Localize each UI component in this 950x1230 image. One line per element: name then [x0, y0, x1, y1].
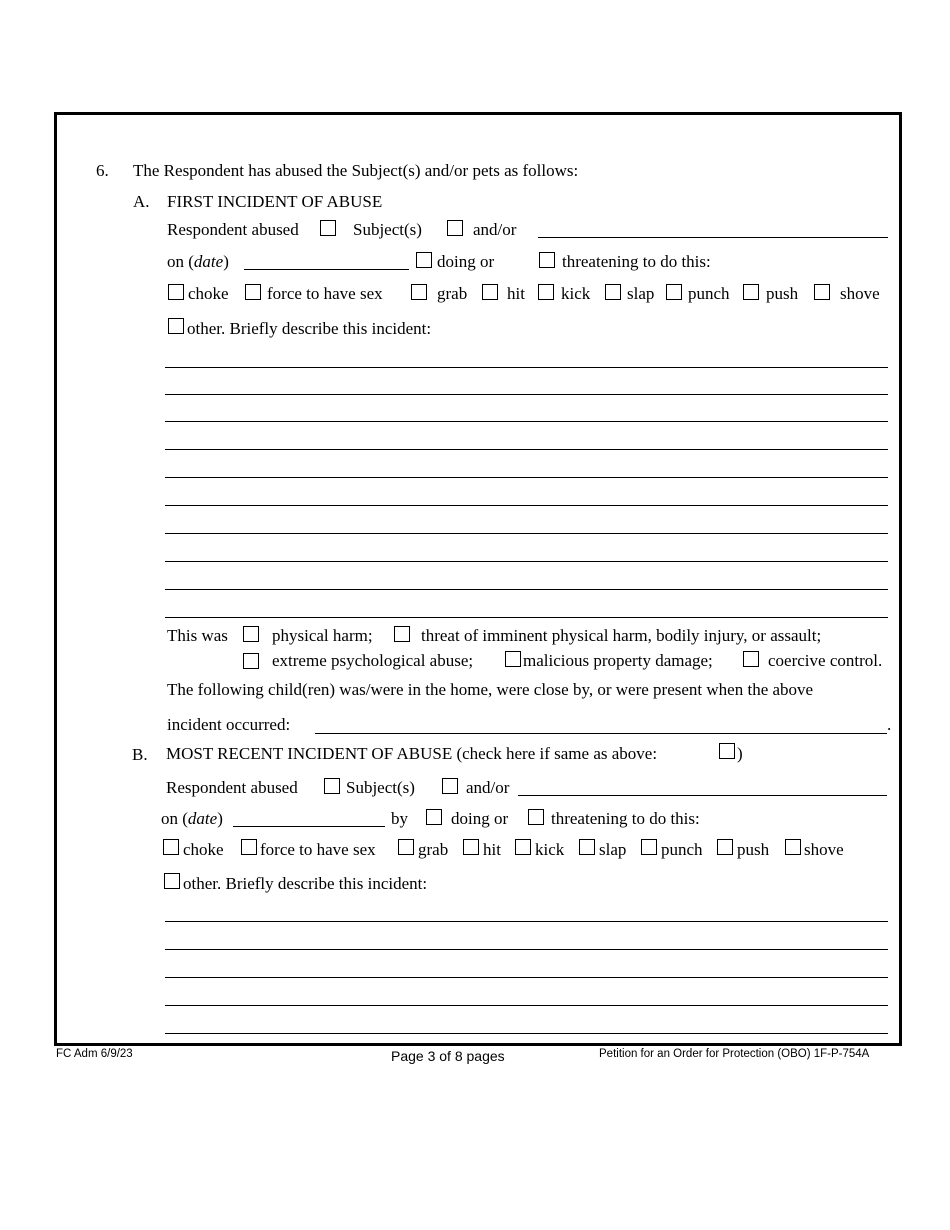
a-push-label: push [766, 284, 799, 303]
a-slap-label: slap [627, 284, 655, 303]
b-same-as-above-checkbox[interactable] [719, 743, 735, 759]
a-other-checkbox[interactable] [168, 318, 184, 334]
a-shove-label: shove [840, 284, 880, 303]
b-punch-label: punch [661, 840, 703, 859]
footer-form-date: FC Adm 6/9/23 [56, 1048, 133, 1060]
a-physical-harm-label: physical harm; [272, 626, 373, 645]
b-by-label: by [391, 809, 408, 828]
b-description-line[interactable] [165, 921, 888, 922]
b-respondent-abused-checkbox[interactable] [324, 778, 340, 794]
a-choke-checkbox[interactable] [168, 284, 184, 300]
a-description-line[interactable] [165, 367, 888, 368]
a-slap-checkbox[interactable] [605, 284, 621, 300]
b-punch-checkbox[interactable] [641, 839, 657, 855]
a-doing-checkbox[interactable] [416, 252, 432, 268]
a-property-checkbox[interactable] [505, 651, 521, 667]
b-hit-checkbox[interactable] [463, 839, 479, 855]
b-date-label: on (date) [161, 809, 223, 828]
a-grab-checkbox[interactable] [411, 284, 427, 300]
a-threatening-label: threatening to do this: [562, 252, 711, 271]
a-children-text: The following child(ren) was/were in the home, were close by, or were present when the above [167, 680, 814, 699]
b-choke-checkbox[interactable] [163, 839, 179, 855]
a-choke-label: choke [188, 284, 229, 303]
b-force-checkbox[interactable] [241, 839, 257, 855]
b-slap-checkbox[interactable] [579, 839, 595, 855]
b-and-or-label: and/or [466, 778, 510, 797]
a-date-field[interactable] [244, 269, 409, 270]
b-kick-checkbox[interactable] [515, 839, 531, 855]
a-subjects-label: Subject(s) [353, 220, 422, 239]
a-hit-label: hit [507, 284, 525, 303]
a-shove-checkbox[interactable] [814, 284, 830, 300]
section-b-letter: B. [132, 745, 148, 764]
a-incident-occurred-label: incident occurred: [167, 715, 291, 734]
a-pets-field[interactable] [538, 237, 888, 238]
a-hit-checkbox[interactable] [482, 284, 498, 300]
a-subjects-checkbox[interactable] [447, 220, 463, 236]
question-text: The Respondent has abused the Subject(s) and/or pets as follows: [133, 161, 579, 180]
b-shove-checkbox[interactable] [785, 839, 801, 855]
section-b-heading: MOST RECENT INCIDENT OF ABUSE (check here if same as above: [166, 744, 658, 763]
b-description-line[interactable] [165, 977, 888, 978]
b-grab-checkbox[interactable] [398, 839, 414, 855]
b-slap-label: slap [599, 840, 627, 859]
a-description-line[interactable] [165, 394, 888, 395]
b-doing-label: doing or [451, 809, 509, 828]
a-physical-harm-checkbox[interactable] [243, 626, 259, 642]
a-description-line[interactable] [165, 449, 888, 450]
a-description-line[interactable] [165, 505, 888, 506]
b-description-line[interactable] [165, 949, 888, 950]
a-threatening-checkbox[interactable] [539, 252, 555, 268]
b-other-checkbox[interactable] [164, 873, 180, 889]
b-force-label: force to have sex [260, 840, 376, 859]
b-hit-label: hit [483, 840, 501, 859]
a-kick-label: kick [561, 284, 591, 303]
footer-form-title: Petition for an Order for Protection (OBO) 1F-P-754A [599, 1048, 870, 1060]
b-subjects-label: Subject(s) [346, 778, 415, 797]
b-subjects-checkbox[interactable] [442, 778, 458, 794]
a-coercive-label: coercive control. [768, 651, 883, 670]
a-respondent-abused-checkbox[interactable] [320, 220, 336, 236]
a-description-line[interactable] [165, 561, 888, 562]
b-kick-label: kick [535, 840, 565, 859]
b-other-label: other. Briefly describe this incident: [183, 874, 428, 893]
a-grab-label: grab [437, 284, 468, 303]
section-b-heading-close: ) [737, 744, 743, 763]
a-psych-label: extreme psychological abuse; [272, 651, 474, 670]
a-force-label: force to have sex [267, 284, 383, 303]
a-children-field[interactable] [315, 733, 887, 734]
section-a-heading: FIRST INCIDENT OF ABUSE [167, 192, 383, 211]
footer-page-number: Page 3 of 8 pages [391, 1048, 505, 1064]
b-date-field[interactable] [233, 826, 385, 827]
b-shove-label: shove [804, 840, 844, 859]
a-coercive-checkbox[interactable] [743, 651, 759, 667]
b-description-line[interactable] [165, 1005, 888, 1006]
b-push-checkbox[interactable] [717, 839, 733, 855]
b-respondent-abused-label: Respondent abused [166, 778, 298, 797]
b-pets-field[interactable] [518, 795, 887, 796]
a-children-period: . [887, 715, 892, 734]
b-choke-label: choke [183, 840, 224, 859]
a-punch-label: punch [688, 284, 730, 303]
a-punch-checkbox[interactable] [666, 284, 682, 300]
b-description-line[interactable] [165, 1033, 888, 1034]
b-grab-label: grab [418, 840, 449, 859]
b-threatening-checkbox[interactable] [528, 809, 544, 825]
a-doing-label: doing or [437, 252, 495, 271]
a-description-line[interactable] [165, 421, 888, 422]
a-property-label: malicious property damage; [523, 651, 713, 670]
a-kick-checkbox[interactable] [538, 284, 554, 300]
a-other-label: other. Briefly describe this incident: [187, 319, 432, 338]
a-psych-checkbox[interactable] [243, 653, 259, 669]
b-doing-checkbox[interactable] [426, 809, 442, 825]
a-respondent-abused-label: Respondent abused [167, 220, 299, 239]
a-threat-checkbox[interactable] [394, 626, 410, 642]
a-and-or-label: and/or [473, 220, 517, 239]
a-description-line[interactable] [165, 617, 888, 618]
b-threatening-label: threatening to do this: [551, 809, 700, 828]
a-push-checkbox[interactable] [743, 284, 759, 300]
a-description-line[interactable] [165, 589, 888, 590]
b-push-label: push [737, 840, 770, 859]
section-a-letter: A. [133, 192, 150, 211]
a-force-checkbox[interactable] [245, 284, 261, 300]
a-description-line[interactable] [165, 477, 888, 478]
a-date-label: on (date) [167, 252, 229, 271]
a-this-was-label: This was [167, 626, 228, 645]
question-number: 6. [96, 161, 109, 180]
a-description-line[interactable] [165, 533, 888, 534]
a-threat-label: threat of imminent physical harm, bodily injury, or assault; [421, 626, 822, 645]
